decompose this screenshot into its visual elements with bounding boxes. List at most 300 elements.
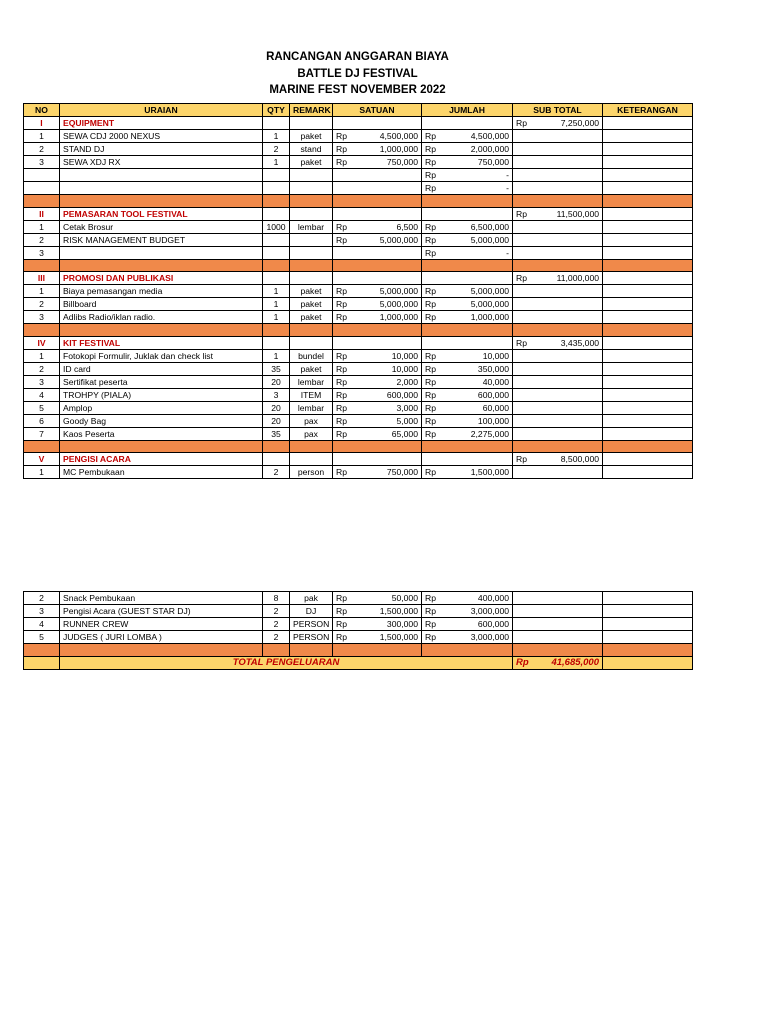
separator-cell [263, 644, 290, 657]
currency-label: Rp [425, 234, 436, 245]
item-unit-price [333, 169, 422, 182]
currency-label: Rp [425, 619, 436, 629]
separator-cell [513, 259, 603, 272]
amount-value: 4,500,000 [470, 131, 509, 141]
table-row [24, 427, 693, 440]
section-separator [24, 644, 693, 657]
table-cell [263, 207, 290, 220]
amount-value: 7,250,000 [560, 118, 599, 128]
row-number: 2 [24, 143, 60, 156]
row-number: 7 [24, 427, 60, 440]
table-row [24, 143, 693, 156]
item-unit-price [333, 605, 422, 618]
currency-label: Rp [425, 286, 436, 297]
item-qty: 20 [263, 401, 290, 414]
subtotal-cell [513, 631, 603, 644]
item-unit-price [333, 618, 422, 631]
subtotal-cell [513, 427, 603, 440]
column-header: URAIAN [60, 104, 263, 117]
amount-value: 1,500,000 [470, 467, 509, 478]
row-number [24, 182, 60, 195]
row-number: 3 [24, 311, 60, 324]
item-total [422, 169, 513, 182]
separator-cell [422, 440, 513, 453]
item-description: JUDGES ( JURI LOMBA ) [60, 631, 263, 644]
row-number: 3 [24, 156, 60, 169]
column-header: KETERANGAN [603, 104, 693, 117]
item-unit-price [333, 375, 422, 388]
currency-label: Rp [336, 428, 347, 439]
item-remark: paket [290, 285, 333, 298]
currency-label: Rp [425, 312, 436, 323]
item-qty: 1 [263, 311, 290, 324]
column-header: REMARK [290, 104, 333, 117]
item-description: Amplop [60, 401, 263, 414]
table-row [24, 401, 693, 414]
item-total [422, 388, 513, 401]
separator-cell [603, 324, 693, 337]
subtotal-cell [513, 182, 603, 195]
item-remark [290, 233, 333, 246]
item-remark [290, 182, 333, 195]
amount-value: 600,000 [477, 619, 509, 629]
separator-cell [263, 259, 290, 272]
amount-value: 100,000 [477, 415, 509, 426]
currency-label: Rp [336, 299, 347, 310]
item-description: SEWA XDJ RX [60, 156, 263, 169]
separator-cell [24, 259, 60, 272]
amount-value: 600,000 [386, 389, 418, 400]
item-total [422, 427, 513, 440]
total-row [24, 656, 693, 669]
table-cell [333, 207, 422, 220]
subtotal-cell [513, 592, 603, 605]
separator-cell [60, 324, 263, 337]
section-row [24, 272, 693, 285]
item-remark: paket [290, 362, 333, 375]
item-total [422, 182, 513, 195]
item-description [60, 169, 263, 182]
amount-value: 1,000,000 [379, 312, 418, 323]
currency-label: Rp [516, 454, 527, 465]
currency-label: Rp [425, 428, 436, 439]
currency-label: Rp [336, 350, 347, 361]
keterangan-cell [603, 592, 693, 605]
row-number [24, 169, 60, 182]
item-unit-price [333, 401, 422, 414]
amount-value: 3,000,000 [470, 632, 509, 642]
section-number: III [24, 272, 60, 285]
subtotal-cell [513, 298, 603, 311]
amount-value: 400,000 [477, 593, 509, 603]
column-header: JUMLAH [422, 104, 513, 117]
currency-label: Rp [336, 144, 347, 154]
currency-label: Rp [425, 376, 436, 387]
amount-value: 1,000,000 [379, 144, 418, 154]
row-number: 1 [24, 466, 60, 479]
keterangan-cell [603, 631, 693, 644]
amount-value: 300,000 [386, 619, 418, 629]
keterangan-cell [603, 143, 693, 156]
item-qty: 3 [263, 388, 290, 401]
amount-value: 6,500,000 [470, 221, 509, 232]
item-remark: paket [290, 311, 333, 324]
amount-value: 5,000,000 [470, 234, 509, 245]
keterangan-cell [603, 414, 693, 427]
item-description [60, 182, 263, 195]
section-separator [24, 195, 693, 208]
row-number: 2 [24, 362, 60, 375]
section-title: PEMASARAN TOOL FESTIVAL [60, 207, 263, 220]
item-unit-price [333, 130, 422, 143]
currency-label: Rp [425, 363, 436, 374]
item-total [422, 220, 513, 233]
row-number: 1 [24, 220, 60, 233]
item-remark: ITEM [290, 388, 333, 401]
amount-value: 350,000 [477, 363, 509, 374]
table-cell [263, 336, 290, 349]
subtotal-cell [513, 285, 603, 298]
amount-value: 10,000 [391, 350, 418, 361]
item-qty: 1 [263, 156, 290, 169]
item-qty: 2 [263, 605, 290, 618]
item-remark: PERSON [290, 631, 333, 644]
keterangan-cell [603, 117, 693, 130]
table-row [24, 362, 693, 375]
currency-label: Rp [425, 593, 436, 603]
currency-label: Rp [336, 402, 347, 413]
table-cell [263, 117, 290, 130]
row-number: 6 [24, 414, 60, 427]
amount-value: 5,000,000 [379, 234, 418, 245]
item-unit-price [333, 349, 422, 362]
item-unit-price [333, 298, 422, 311]
keterangan-cell [603, 130, 693, 143]
table-cell [290, 272, 333, 285]
item-qty: 35 [263, 427, 290, 440]
table-row [24, 182, 693, 195]
section-subtotal [513, 117, 603, 130]
section-title: PROMOSI DAN PUBLIKASI [60, 272, 263, 285]
separator-cell [333, 440, 422, 453]
item-remark: stand [290, 143, 333, 156]
total-label: TOTAL PENGELUARAN [60, 656, 513, 669]
item-description: Fotokopi Formulir, Juklak dan check list [60, 349, 263, 362]
currency-label: Rp [516, 118, 527, 128]
separator-cell [333, 324, 422, 337]
currency-label: Rp [425, 144, 436, 154]
subtotal-cell [513, 130, 603, 143]
item-total [422, 246, 513, 259]
table-row [24, 285, 693, 298]
separator-cell [263, 324, 290, 337]
subtotal-cell [513, 220, 603, 233]
currency-label: Rp [425, 299, 436, 310]
budget-table [23, 103, 693, 479]
item-total [422, 605, 513, 618]
item-unit-price [333, 246, 422, 259]
separator-cell [60, 440, 263, 453]
section-separator [24, 324, 693, 337]
amount-value: 1,000,000 [470, 312, 509, 323]
table-row [24, 631, 693, 644]
item-remark: DJ [290, 605, 333, 618]
amount-value: 4,500,000 [379, 131, 418, 141]
keterangan-cell [603, 285, 693, 298]
subtotal-cell [513, 414, 603, 427]
row-number: 1 [24, 285, 60, 298]
currency-label: Rp [516, 337, 527, 348]
currency-label: Rp [336, 389, 347, 400]
separator-cell [263, 440, 290, 453]
separator-cell [60, 195, 263, 208]
separator-cell [513, 440, 603, 453]
section-number: IV [24, 336, 60, 349]
item-remark: pax [290, 427, 333, 440]
item-total [422, 362, 513, 375]
keterangan-cell [603, 427, 693, 440]
item-qty: 35 [263, 362, 290, 375]
keterangan-cell [603, 466, 693, 479]
item-qty: 2 [263, 631, 290, 644]
separator-cell [290, 195, 333, 208]
section-title: EQUIPMENT [60, 117, 263, 130]
total-amount [513, 656, 603, 669]
keterangan-cell [603, 220, 693, 233]
keterangan-cell [603, 388, 693, 401]
currency-label: Rp [425, 157, 436, 167]
separator-cell [263, 195, 290, 208]
subtotal-cell [513, 349, 603, 362]
currency-label: Rp [336, 467, 347, 478]
currency-label: Rp [336, 415, 347, 426]
item-qty [263, 233, 290, 246]
item-remark: lembar [290, 375, 333, 388]
currency-label: Rp [425, 389, 436, 400]
table-row [24, 220, 693, 233]
currency-label: Rp [425, 632, 436, 642]
table-row [24, 375, 693, 388]
subtotal-cell [513, 618, 603, 631]
item-unit-price [333, 414, 422, 427]
item-qty: 1 [263, 130, 290, 143]
keterangan-cell [603, 246, 693, 259]
amount-value: 6,500 [396, 221, 418, 232]
subtotal-cell [513, 169, 603, 182]
keterangan-cell [603, 207, 693, 220]
total-blank [24, 656, 60, 669]
item-unit-price [333, 631, 422, 644]
table-cell [333, 117, 422, 130]
section-row [24, 117, 693, 130]
table-row [24, 233, 693, 246]
item-qty: 20 [263, 414, 290, 427]
item-remark: person [290, 466, 333, 479]
currency-label: Rp [516, 656, 529, 668]
column-header: NO [24, 104, 60, 117]
item-description: TROHPY (PIALA) [60, 388, 263, 401]
item-description [60, 246, 263, 259]
section-number: II [24, 207, 60, 220]
separator-cell [290, 440, 333, 453]
separator-cell [422, 644, 513, 657]
item-total [422, 401, 513, 414]
subtotal-cell [513, 466, 603, 479]
separator-cell [290, 644, 333, 657]
amount-value: 10,000 [391, 363, 418, 374]
amount-value: 1,500,000 [379, 606, 418, 616]
item-qty: 2 [263, 466, 290, 479]
item-qty [263, 246, 290, 259]
item-total [422, 156, 513, 169]
amount-value: - [506, 170, 509, 180]
keterangan-cell [603, 169, 693, 182]
item-qty: 2 [263, 618, 290, 631]
table-row [24, 388, 693, 401]
row-number: 1 [24, 130, 60, 143]
amount-value: 50,000 [391, 593, 418, 603]
separator-cell [603, 259, 693, 272]
row-number: 4 [24, 618, 60, 631]
separator-cell [422, 259, 513, 272]
item-remark: paket [290, 298, 333, 311]
amount-value: 5,000,000 [470, 286, 509, 297]
item-total [422, 349, 513, 362]
keterangan-cell [603, 182, 693, 195]
currency-label: Rp [516, 208, 527, 219]
item-remark: paket [290, 130, 333, 143]
currency-label: Rp [336, 606, 347, 616]
keterangan-cell [603, 298, 693, 311]
item-description: Adlibs Radio/iklan radio. [60, 311, 263, 324]
table-row [24, 156, 693, 169]
item-remark: pak [290, 592, 333, 605]
amount-value: 5,000,000 [379, 286, 418, 297]
item-total [422, 592, 513, 605]
subtotal-cell [513, 233, 603, 246]
item-qty: 2 [263, 143, 290, 156]
item-remark: bundel [290, 349, 333, 362]
keterangan-cell [603, 401, 693, 414]
item-unit-price [333, 285, 422, 298]
row-number: 5 [24, 631, 60, 644]
row-number: 5 [24, 401, 60, 414]
currency-label: Rp [425, 183, 436, 193]
column-header: SATUAN [333, 104, 422, 117]
section-separator [24, 440, 693, 453]
item-unit-price [333, 156, 422, 169]
currency-label: Rp [336, 234, 347, 245]
document-title: RANCANGAN ANGGARAN BIAYA [266, 51, 449, 63]
item-unit-price [333, 427, 422, 440]
row-number: 3 [24, 246, 60, 259]
item-description: RISK MANAGEMENT BUDGET [60, 233, 263, 246]
item-qty: 1000 [263, 220, 290, 233]
currency-label: Rp [425, 131, 436, 141]
keterangan-cell [603, 375, 693, 388]
item-qty: 20 [263, 375, 290, 388]
amount-value: - [506, 247, 509, 258]
item-description: Kaos Peserta [60, 427, 263, 440]
table-row [24, 605, 693, 618]
table-cell [422, 272, 513, 285]
item-qty: 1 [263, 298, 290, 311]
item-unit-price [333, 592, 422, 605]
currency-label: Rp [425, 350, 436, 361]
budget-table-continued [23, 591, 693, 670]
item-total [422, 414, 513, 427]
section-row [24, 453, 693, 466]
item-remark: lembar [290, 220, 333, 233]
separator-cell [290, 324, 333, 337]
separator-cell [603, 644, 693, 657]
currency-label: Rp [336, 593, 347, 603]
amount-value: 750,000 [386, 157, 418, 167]
currency-label: Rp [336, 619, 347, 629]
amount-value: 750,000 [477, 157, 509, 167]
currency-label: Rp [425, 606, 436, 616]
amount-value: 3,435,000 [560, 337, 599, 348]
subtotal-cell [513, 375, 603, 388]
subtotal-cell [513, 143, 603, 156]
table-cell [333, 453, 422, 466]
table-cell [290, 453, 333, 466]
section-number: V [24, 453, 60, 466]
table-row [24, 311, 693, 324]
separator-cell [513, 195, 603, 208]
amount-value: - [506, 183, 509, 193]
keterangan-cell [603, 311, 693, 324]
currency-label: Rp [336, 363, 347, 374]
currency-label: Rp [516, 273, 527, 284]
table-row [24, 246, 693, 259]
keterangan-cell [603, 349, 693, 362]
table-row [24, 414, 693, 427]
row-number: 2 [24, 298, 60, 311]
item-description: Goody Bag [60, 414, 263, 427]
separator-cell [513, 644, 603, 657]
section-separator [24, 259, 693, 272]
event-title: BATTLE DJ FESTIVAL [297, 68, 418, 80]
currency-label: Rp [336, 157, 347, 167]
amount-value: 2,000 [396, 376, 418, 387]
separator-cell [60, 644, 263, 657]
section-subtotal [513, 272, 603, 285]
subtotal-cell [513, 401, 603, 414]
item-total [422, 311, 513, 324]
item-description: Biaya pemasangan media [60, 285, 263, 298]
currency-label: Rp [425, 221, 436, 232]
item-description: Cetak Brosur [60, 220, 263, 233]
separator-cell [422, 195, 513, 208]
section-subtotal [513, 207, 603, 220]
table-cell [422, 207, 513, 220]
item-remark: PERSON [290, 618, 333, 631]
item-total [422, 143, 513, 156]
currency-label: Rp [336, 312, 347, 323]
amount-value: 41,685,000 [551, 656, 599, 668]
table-cell [333, 336, 422, 349]
keterangan-cell [603, 656, 693, 669]
section-subtotal [513, 336, 603, 349]
table-cell [263, 272, 290, 285]
row-number: 4 [24, 388, 60, 401]
keterangan-cell [603, 453, 693, 466]
amount-value: 10,000 [482, 350, 509, 361]
separator-cell [422, 324, 513, 337]
subtotal-cell [513, 388, 603, 401]
section-row [24, 207, 693, 220]
